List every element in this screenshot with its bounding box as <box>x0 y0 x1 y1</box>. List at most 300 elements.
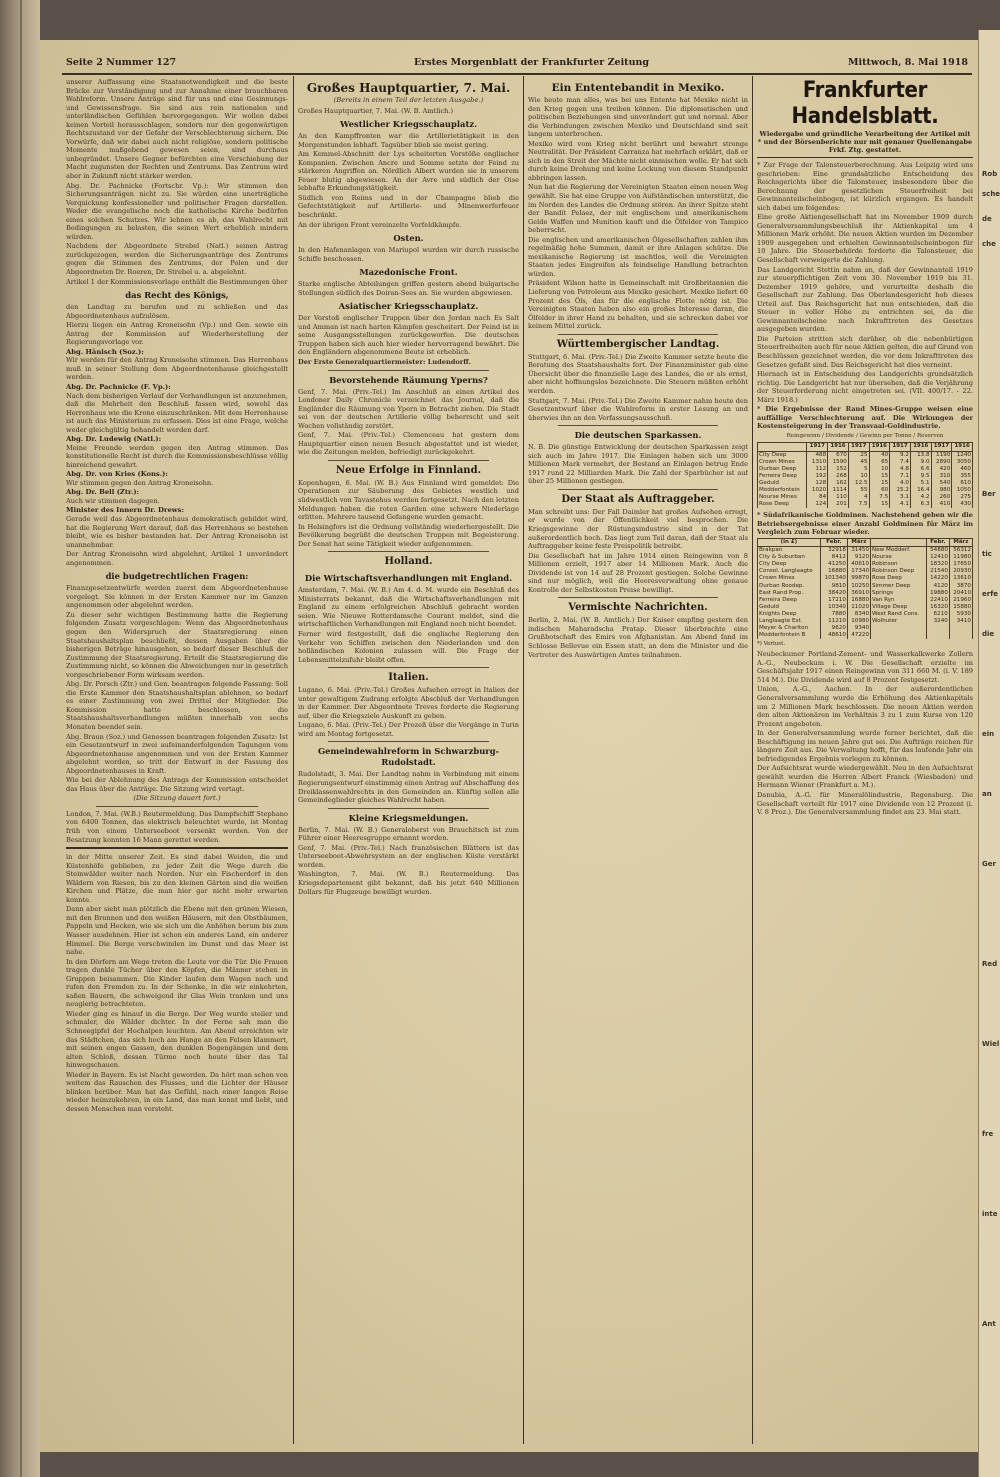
table-cell: 4.0 <box>890 480 911 487</box>
table-cell: 1240 <box>952 451 973 459</box>
table-cell: Rose Deep <box>871 575 927 582</box>
table-cell: 15 <box>869 480 890 487</box>
table-cell: 16880 <box>847 597 870 604</box>
paragraph: Abg. Dr. Porsch (Ztr.) und Gen. beantragen folgende Fassung: Soll die Erste Kammer den Staatshaushaltsplan ablehnen, so bedarf es einer Zustimmung von zwei Drittel der Mitglieder. Die Kommission hatte beschlossen, die Staatshaushaltsverhandlungen müßten innerhalb von sechs Monaten beendet sein. <box>66 680 288 731</box>
goldmines-table <box>757 538 973 639</box>
strip-text: Red <box>982 960 998 968</box>
table-cell: Ferreira Deep <box>758 473 807 480</box>
table-cell: 45 <box>848 459 869 466</box>
paragraph: Präsident Wilson hatte in Gemeinschaft mit Großbritannien die Lieferung von Petroleum aus Mexiko gesichert. Mexiko liefert 60 Prozent des Öls, das für die englische Flotte nötig ist. Die Vereinigten Staaten haben also ein großes Interesse daran, die Ölfelder in ihrer Hand zu behalten, und sie schrecken dabei vor keinem Mittel zurück. <box>528 279 748 331</box>
table-cell: 10250 <box>847 583 870 590</box>
table-cell: Van Ryn <box>871 597 927 604</box>
table-row <box>758 451 973 459</box>
table-cell: Durban Deep <box>758 466 807 473</box>
table-row <box>758 473 973 480</box>
paragraph: Washington, 7. Mai. (W. B.) Reutermeldung. Das Kriegsdepartement gibt bekannt, daß bis jetzt 640 Millionen Dollars für Flugzeuge bewilligt wurden. <box>298 870 519 896</box>
paragraph: Neubeckumer Portland-Zement- und Wasserkalkwerke Zollern A.-G., Neubeckum i. W. Die Gesellschaft erzielte im Geschäftsjahr 1917 einen Reingewinn von 311 660 M. (i. V. 189 514 M.). Die Dividende wird auf 8 Prozent festgesetzt. <box>757 650 973 684</box>
table-header-cell: 1917 <box>890 443 911 451</box>
paragraph: Südlich von Reims und in der Champagne blieb die Gefechtstätigkeit auf Artillerie- und Minenwerferfeuer beschränkt. <box>298 193 519 219</box>
signature: Der Erste Generalquartiermeister: Ludendorff. <box>298 357 471 366</box>
table-cell: 16320 <box>926 604 949 611</box>
issue-date: Mittwoch, 8. Mai 1918 <box>848 57 968 68</box>
table-row <box>758 561 973 568</box>
table-cell: 41250 <box>820 561 847 568</box>
table-cell: 21540 <box>926 568 949 575</box>
paragraph: Gerade weil das Abgeordnetenhaus demokratisch gebildet wird, hat die Regierung Wert darauf, daß das Herrenhaus so bestehen bleibt, wie es bisher bestanden hat. Der Antrag Kroneisohn ist unannehmbar. <box>66 514 288 549</box>
table-header-cell: Febr. <box>820 538 847 546</box>
table-cell: Robinson Deep <box>871 568 927 575</box>
paragraph: Zu dieser sehr wichtigen Bestimmung hatte die Regierung folgenden Zusatz vorgeschlagen: Wenn das Abgeordnetenhaus gegen den Widerspruch der Staatsregierung einen Staatshaushaltsplan beschließt, dessen Ausgaben über die bisherigen Beträge hinausgehen, so bedarf dieser Beschluß der Zustimmung der Staatsregierung. Erteilt die Staatsregierung die Zustimmung nicht, so können die Abweichungen nur in gesetzlich vorgeschriebener Form wirksam werden. <box>66 610 288 679</box>
paragraph: In der Generalversammlung wurde ferner berichtet, daß die Beschäftigung im neuen Jahre gut sei. Die Aufträge reichen für längere Zeit aus. Die Verwaltung hofft, für das laufende Jahr ein befriedigendes Ergebnis vorlegen zu können. <box>757 729 973 763</box>
table-cell: 31450 <box>847 547 870 555</box>
paragraph: Lugano, 6. Mai. (Priv.-Tel.) Großes Aufsehen erregt in Italien der unter gewaltigem Zudrang erfolgte Abschluß der Verhandlungen in der Kammer. Der Abgeordnete Treves forderte die Regierung auf, über die Kriegsziele Auskunft zu geben. <box>298 686 519 720</box>
table-cell: 15.2 <box>890 487 911 494</box>
table-cell: 1114 <box>828 487 849 494</box>
table-cell: 7880 <box>820 611 847 618</box>
table-cell: 1020 <box>807 487 828 494</box>
paragraph: Nach dem bisherigen Verlauf der Verhandlungen ist anzunehmen, daß die Mehrheit den Beschluß fassen wird, sowohl das Herrenhaus wie die Krone einzuschränken. Mit dem Herrenhause ist auch das Ministerium zu erfassen. Dies ist eine Frage, welche weder gleichgültig behandelt werden darf. <box>66 391 288 434</box>
paragraph: Meine Freunde werden gegen den Antrag stimmen. Das konstitutionelle Recht ist durch die Kommissionsbeschlüsse völlig hinreichend gewahrt. <box>66 443 288 469</box>
paragraph: Artikel 1 der Kommissionsvorlage enthält die Bestimmungen über <box>66 277 288 286</box>
paragraph: In Helsingfors ist die Ordnung vollständig wiederhergestellt. Die Bevölkerung begrüßt die deutschen Truppen mit Begeisterung. Der Senat hat seine Tätigkeit wieder aufgenommen. <box>298 522 519 548</box>
report-subtitle: (Bereits in einem Teil der letzten Ausgabe.) <box>333 96 484 104</box>
table-cell: 4 <box>848 494 869 501</box>
table-cell: 3870 <box>949 583 972 590</box>
table-cell: 11980 <box>949 554 972 561</box>
table-header-cell: 1916 <box>828 443 849 451</box>
table-cell: 15 <box>869 473 890 480</box>
table-row <box>758 590 973 597</box>
table-cell: 84 <box>807 494 828 501</box>
paragraph: unserer Auffassung eine Staatsnotwendigkeit und die beste Brücke zur Verständigung und zur Annahme einer brauchbaren Wahlreform. Unsere Anträge sind für uns und eine Gesinnungs- und Gewissensfrage. Sie sind aus rein nationalen und unterländischen Gefühlen hervorgegangen. Wir wollen dabei keinen Vorteil herausschlagen, sondern nur den gegenwärtigen Rechtszustand vor der Gefahr der Verschlechterung sichern. Die Vorwürfe, daß wir dabei auch nicht religiöse, sondern politische Momente maßgebend gewesen seien, sind durchaus unbegründet. Unsere Gegner befürchten eine Verschiebung der Macht zugunsten der Rechten und Zentrums. Das Zentrum wird aber in Zukunft nicht stärker werden. <box>66 78 288 181</box>
separator <box>558 597 718 598</box>
strip-text: de <box>982 215 992 223</box>
sitting-note: (Die Sitzung dauert fort.) <box>133 794 221 803</box>
separator <box>328 460 489 461</box>
paragraph: N. B. Die günstige Entwicklung der deutschen Sparkassen zeigt sich auch im Jahre 1917. Die Einlagen haben sich um 3000 Millionen Mark vermehrt, der Bestand an Einlagen betrug Ende 1917 rund 22 Milliarden Mark. Die Zahl der Sparbücher ist auf über 25 Millionen gestiegen. <box>528 443 748 486</box>
table-cell: 2890 <box>931 459 952 466</box>
paragraph: Der Antrag Kroneisohn wird abgelehnt, Artikel 1 unverändert angenommen. <box>66 550 288 567</box>
table-cell: Village Deep <box>871 604 927 611</box>
feuilleton-rule <box>66 847 288 849</box>
table-header-cell <box>758 443 807 451</box>
title-rule <box>757 157 973 158</box>
table-cell: Nourse <box>871 554 927 561</box>
table-cell: 11020 <box>847 604 870 611</box>
table-cell: 10 <box>869 466 890 473</box>
table-cell: 20930 <box>949 568 972 575</box>
table-cell: 15 <box>869 501 890 508</box>
table-cell: 5 <box>848 466 869 473</box>
paragraph: Rudolstadt, 3. Mai. Der Landtag nahm in Verbindung mit einem Regierungsentwurf einstimmig einen Antrag auf Abschaffung des Dreiklassenwahlrechts in den Gemeinden an. Künftig sollen alle Gemeindeglieder gleiches Wahlrecht haben. <box>298 770 519 805</box>
table-cell: 410 <box>931 501 952 508</box>
table-row <box>758 501 973 508</box>
masthead-rule <box>62 73 972 75</box>
table-cell: 540 <box>931 480 952 487</box>
table-cell: City & Suburban <box>758 554 821 561</box>
table-row <box>758 604 973 611</box>
table-cell: 13610 <box>949 575 972 582</box>
table-cell: Ferreira Deep <box>758 597 821 604</box>
column-rule <box>293 76 294 1444</box>
feuilleton-paragraph: Wieder in Bayern. Es ist Nacht geworden. Da hört man schon von weitem das Rauschen des Flusses, und die Lichter der Häuser blinken herüber. Man hat das Gefühl, nach einer langen Reise wieder heimzukehren, in ein Land, das man kennt und liebt, und dessen Menschen man versteht. <box>66 1070 288 1113</box>
paper-title: Erstes Morgenblatt der Frankfurter Zeitung <box>414 57 650 68</box>
section-heading: Bevorstehende Räumung Yperns? <box>329 374 488 385</box>
table-cell: 112 <box>807 466 828 473</box>
table-cell: 13.8 <box>910 451 931 459</box>
table-cell: Nourse Mines <box>758 494 807 501</box>
page-number: Seite 2 Nummer 127 <box>66 57 177 68</box>
paragraph: Die englischen und amerikanischen Ölgesellschaften zahlen ihm regelmäßig hohe Summen, damit er ihre Anlagen schütze. Die mexikanische Regierung ist machtlos, weil die Vereinigten Staaten jedes Eingreifen als feindselige Handlung betrachten würden. <box>528 235 748 278</box>
table-row <box>758 480 973 487</box>
speaker-name: Abg. Dr. von Kries (Kons.): <box>66 470 168 479</box>
paragraph: Abg. Braun (Soz.) und Genossen beantragen folgenden Zusatz: Ist ein Gesetzentwurf in zwei aufeinanderfolgenden Tagungen vom Abgeordnetenhause angenommen und von der Ersten Kammer abgelehnt worden, so tritt der Entwurf in der Fassung des Abgeordnetenhauses in Kraft. <box>66 732 288 775</box>
paragraph: * Die Ergebnisse der Rand Mines-Gruppe weisen eine auffällige Verschlechterung auf. Die Wirkungen der Kostensteigerung in der Transvaal-Goldindustrie. <box>757 405 973 431</box>
section-heading: Asiatischer Kriegsschauplatz. <box>338 301 479 312</box>
table-cell: 6.6 <box>910 466 931 473</box>
table-cell: 4.2 <box>910 494 931 501</box>
table-cell: 980 <box>931 487 952 494</box>
separator <box>558 334 718 335</box>
table-cell: Geduld <box>758 480 807 487</box>
table-row <box>758 583 973 590</box>
table-cell: 54880 <box>926 547 949 555</box>
table-cell: 25 <box>848 451 869 459</box>
table-row <box>758 625 973 632</box>
strip-text: Ber <box>982 490 996 498</box>
speaker-name: Abg. Hänisch (Soz.): <box>66 347 144 356</box>
table-cell: 5.1 <box>910 480 931 487</box>
table-header-cell: 1917 <box>848 443 869 451</box>
table-cell: 1190 <box>931 451 952 459</box>
table-cell: 124 <box>807 501 828 508</box>
table-cell: 20410 <box>949 590 972 597</box>
table-cell: 268 <box>828 473 849 480</box>
paragraph: Die Gesellschaft hat im Jahre 1914 einen Reingewinn von 8 Millionen erzielt, 1917 aber 14 Millionen Mark. Auch die Dividende ist von 14 auf 28 Prozent gestiegen. Solche Gewinne sind nur möglich, weil die Heeresverwaltung ohne genaue Kontrolle der Selbstkosten Preise bewilligt. <box>528 551 748 594</box>
table-cell: 47220 <box>847 632 870 639</box>
paragraph: Finanzgesetzentwürfe werden zuerst dem Abgeordnetenhause vorgelegt. Sie können in der Ersten Kammer nur im Ganzen angenommen oder abgelehnt werden. <box>66 584 288 610</box>
table-cell: 1050 <box>952 487 973 494</box>
table-row <box>758 618 973 625</box>
table-cell: 7.5 <box>869 494 890 501</box>
table-cell: 3050 <box>952 459 973 466</box>
strip-text: Ger <box>982 860 996 868</box>
table-header-cell: (in £) <box>758 538 821 546</box>
strip-text: Wiel <box>982 1040 1000 1048</box>
table-cell: Consol. Langlaagte <box>758 568 821 575</box>
table-cell: 5930 <box>949 611 972 618</box>
table-row <box>758 568 973 575</box>
table-cell: 488 <box>807 451 828 459</box>
table-cell: Meyer & Charlton <box>758 625 821 632</box>
paragraph: Stuttgart, 6. Mai. (Priv.-Tel.) Die Zweite Kammer setzte heute die Beratung des Staatshaushalts fort. Der Finanzminister gab eine Übersicht über die finanzielle Lage des Landes, die er als ernst, aber nicht hoffnungslos bezeichnete. Die Steuern müßten erhöht werden. <box>528 352 748 395</box>
paragraph: An den Kampffronten war die Artillerietätigkeit in den Morgenstunden lebhaft. Tagsüber blieb sie meist gering. <box>298 132 519 149</box>
table-cell: 610 <box>952 480 973 487</box>
table-cell: New Modderf. <box>871 547 927 555</box>
table-cell: 4.1 <box>890 501 911 508</box>
strip-text: fre <box>982 1130 994 1138</box>
paragraph: Nun hat die Regierung der Vereinigten Staaten einen neuen Weg gewählt. Sie hat eine Gruppe von Aufständischen unterstützt, die im Norden des Landes die Ordnung stören. An ihrer Spitze steht der Bandit Pelaez, der mit englischem und amerikanischem Gelde Waffen und Munition kauft und die Ölfelder von Tampico beherrscht. <box>528 183 748 235</box>
table-cell: 22410 <box>926 597 949 604</box>
table-cell: 19880 <box>926 590 949 597</box>
table-row <box>758 494 973 501</box>
paragraph: Nachdem der Abgeordnete Strebel (Natl.) seinen Antrag zurückgezogen, werden die Sicherungsanträge des Zentrums gegen die Stimmen des Zentrums, der Polen und der Abgeordneten Dr. Roeren, Dr. Strebel u. a. abgelehnt. <box>66 242 288 277</box>
table-cell: 16.4 <box>910 487 931 494</box>
table-cell: 56312 <box>949 547 972 555</box>
table-cell: Simmer Deep <box>871 583 927 590</box>
feuilleton-paragraph: Wieder ging es hinauf in die Berge. Der Weg wurde steiler und schmaler, die Wälder dichter. In der Ferne sah man die Schneegipfel der Hochalpen leuchten. Am Abend erreichten wir das Städtchen, das sich hoch am Hange an den Felsen klammert, mit seinen engen Gassen, den dunklen Bogengängen und dem alten Schloß, dessen Türme noch heute über das Tal hinwegschauen. <box>66 1009 288 1070</box>
paragraph: * Südafrikanische Goldminen. Nachstehend geben wir die Betriebsergebnisse einer Anzahl Goldminen für März im Vergleich zum Februar wieder. <box>757 511 973 537</box>
table-cell: 260 <box>931 494 952 501</box>
table-cell: 12410 <box>926 554 949 561</box>
separator <box>328 741 489 742</box>
column-3 <box>528 78 748 1440</box>
separator <box>558 425 718 426</box>
table-cell: Wolhuter <box>871 618 927 625</box>
table-row <box>758 459 973 466</box>
table-row <box>758 632 973 639</box>
strip-text: an <box>982 790 992 798</box>
paragraph: Wie bei der Ablehnung des Antrags der Kommission entscheidet das Haus über die Anträge. Die Sitzung wird vertagt. <box>66 776 288 793</box>
table-cell: 3240 <box>926 618 949 625</box>
table-row <box>758 466 973 473</box>
adjacent-page-strip <box>978 30 1000 1477</box>
table-cell: Springs <box>871 590 927 597</box>
table-cell: Rose Deep <box>758 501 807 508</box>
table-row <box>758 597 973 604</box>
column-1 <box>66 78 288 1440</box>
column-rule <box>752 76 753 1444</box>
paragraph: Stuttgart, 7. Mai. (Priv.-Tel.) Die Zweite Kammer nahm heute den Gesetzentwurf über die Wahlreform in erster Lesung an und überwies ihn an den Verfassungsausschuß. <box>528 396 748 422</box>
table-cell: 275 <box>952 494 973 501</box>
section-heading: Italien. <box>388 672 429 684</box>
table-cell: 7.4 <box>890 459 911 466</box>
table-header-cell: 1916 <box>952 443 973 451</box>
section-notice: Wiedergabe und gründliche Verarbeitung der Artikel mit * und der Börsenberichte nur mit genauer Quellenangabe Frkf. Ztg. gestattet. <box>757 130 973 154</box>
paragraph: Genf, 7. Mai. (Priv.-Tel.) Im Anschluß an einen Artikel des Londoner Daily Chronicle verzeichnet das Journal, daß die Engländer die Räumung von Ypern in Betracht ziehen. Die Stadt sei von der deutschen Artillerie völlig beherrscht und seit Wochen vollständig zerstört. <box>298 387 519 430</box>
column-rule <box>523 76 524 1444</box>
paragraph: Hierzu liegen ein Antrag Kroneisohn (Vp.) und Gen. sowie ein Antrag der Kommission auf Wiederherstellung der Regierungsvorlage vor. <box>66 321 288 347</box>
section-heading: Die Wirtschaftsverhandlungen mit England. <box>304 573 513 584</box>
strip-text: ein <box>982 730 995 738</box>
strip-text: tic <box>982 550 992 558</box>
table-cell: 10340 <box>820 604 847 611</box>
paragraph: Mexiko wird vom Krieg nicht berührt und bewahrt strenge Neutralität. Der Präsident Carranza hat mehrfach erklärt, daß er sich in den Streit der Mächte nicht einmischen wolle. Er hat sich durch keine Drohung und keine Lockung von diesem Standpunkt abbringen lassen. <box>528 139 748 182</box>
table-cell: 310 <box>931 473 952 480</box>
section-heading: Westlicher Kriegsschauplatz. <box>339 119 478 130</box>
table-row <box>758 547 973 555</box>
paragraph: Genf, 7. Mai. (Priv.-Tel.) Clemenceau hat gestern dem Hauptquartier einen neuen Besuch abgestattet und ist wieder, wie die Zeitungen melden, befriedigt zurückgekehrt. <box>298 431 519 457</box>
section-heading: Ein Ententebandit in Mexiko. <box>551 82 725 94</box>
section-heading: Mazedonische Front. <box>359 267 458 278</box>
table-cell: 38420 <box>820 590 847 597</box>
table-header-cell: 1916 <box>869 443 890 451</box>
table-cell: 65 <box>869 459 890 466</box>
table-cell: Geduld <box>758 604 821 611</box>
table-cell: 4120 <box>926 583 949 590</box>
table-cell: Modderfontein B <box>758 632 821 639</box>
speaker-name: Abg. Dr. Ludewig (Natl.): <box>66 435 162 444</box>
separator <box>558 489 718 490</box>
strip-text: inte <box>982 1210 998 1218</box>
section-heading: Gemeindewahlreform in Schwarzburg-Rudolstadt. <box>317 746 500 768</box>
table-header-cell <box>871 538 927 546</box>
table-cell: 152 <box>828 466 849 473</box>
table-cell: Langlaagte Est. <box>758 618 821 625</box>
paragraph: Berlin, 2. Mai. (W. B. Amtlich.) Der Kaiser empfing gestern den indischen Maharadscha Pratap. Dieser überbrachte eine Grußbotschaft des Emirs von Afghanistan. Am Abend fand im Schlosse Bellevue ein Essen statt, an dem die Minister und die Vertreter des Auswärtigen Amtes teilnahmen. <box>528 616 748 659</box>
table-cell: 14220 <box>926 575 949 582</box>
report-heading: Großes Hauptquartier, 7. Mai. <box>306 81 511 95</box>
table-cell: 36910 <box>847 590 870 597</box>
paragraph: Die Parteien stritten sich darüber, ob die nebenbürtigen Steuerfreiheiten auch für neue Aktien gelten, die auf Grund von Beschlüssen gezeichnet werden, die vor dem Inkrafttreten des Gesetzes gefaßt sind. Das Reichsgericht hat dies verneint. <box>757 334 973 369</box>
table-cell: 1310 <box>807 459 828 466</box>
table-header-cell: Febr. <box>926 538 949 546</box>
table-cell: 670 <box>828 451 849 459</box>
paragraph: Das Landgericht Stettin nahm an, daß der Gewinnanteil 1919 zur steuerpflichtigen Zeit vom 30. November 1919 bis 31. Dezember 1919 gehöre, und verurteilte deshalb die Gesellschaft zur Zahlung. Das Oberlandesgericht hob dieses Urteil auf. Das Reichsgericht hat nun entschieden, daß die Steuer in voller Höhe zu entrichten sei, da die Gewinnanteilscheine nach Inkrafttreten des Gesetzes ausgegeben wurden. <box>757 265 973 334</box>
table-cell: 17650 <box>949 561 972 568</box>
table-cell: 55 <box>848 487 869 494</box>
feuilleton-paragraph: Dann aber sieht man plötzlich die Ebene mit den grünen Wiesen, mit den Brunnen und den weißen Häusern, mit den Obstbäumen, Pappeln und Hecken, wie sie sich um die Anhöhen herum bis zum Wasser ausdehnen. Hier ist schon ein anderes Land, ein anderer Himmel. Die Berge verschwinden im Dunst und das Meer ist nahe. <box>66 905 288 957</box>
table-cell: 6.3 <box>910 501 931 508</box>
table-cell: 17340 <box>847 568 870 575</box>
paragraph: Wir werden für den Antrag Kroneisohn stimmen. Das Herrenhaus muß in seiner Stellung dem Abgeordnetenhause gleichgestellt werden. <box>66 356 288 382</box>
table-cell: Crown Mines <box>758 575 821 582</box>
paragraph: Man schreibt uns: Der Fall Daimler hat großes Aufsehen erregt, er wurde von der Öffentlichkeit viel besprochen. Die Kriegsgewinne der Rüstungsindustrie sind in der Tat außerordentlich hoch. Das liegt zum Teil daran, daß der Staat als Auftraggeber keine feste Preispolitik betreibt. <box>528 507 748 551</box>
table-cell: 9120 <box>847 554 870 561</box>
table-cell: 21960 <box>949 597 972 604</box>
table-cell: 4.8 <box>890 466 911 473</box>
table-cell: 10 <box>848 473 869 480</box>
table-cell: 101340 <box>820 575 847 582</box>
table-cell: 15880 <box>949 604 972 611</box>
table-cell: 17210 <box>820 597 847 604</box>
paragraph: Kopenhagen, 6. Mai. (W. B.) Aus Finnland wird gemeldet: Die Operationen zur Säuberung des Gebietes westlich und südwestlich von Tavastehus werden fortgesetzt. Nach den letzten Meldungen haben die roten Garden eine schwere Niederlage erlitten. Mehrere tausend Gefangene wurden gemacht. <box>298 478 519 522</box>
table-cell: 162 <box>828 480 849 487</box>
table-cell: 3.1 <box>890 494 911 501</box>
table-cell: 1590 <box>828 459 849 466</box>
table-cell: Robinson <box>871 561 927 568</box>
masthead <box>66 55 968 71</box>
strip-text: die <box>982 630 995 638</box>
separator <box>328 551 489 552</box>
paragraph: Hiernach ist in Entscheidung des Landgerichts grundsätzlich richtig. Die Landgericht hat nur übersehen, daß die Verjährung der Steuerforderung nicht eingetreten sei. (VII. 400/17. - 22. März 1918.) <box>757 370 973 404</box>
paragraph: Union, A.-G., Aachen. In der außerordentlichen Generalversammlung wurde die Erhöhung des Aktienkapitals um 2 Millionen Mark beschlossen. Die neuen Aktien werden den alten Aktionären im Verhältnis 3 zu 1 zum Kurse von 120 Prozent angeboten. <box>757 685 973 728</box>
table-cell: 9620 <box>820 625 847 632</box>
paragraph: Ferner wird festgestellt, daß die englische Regierung den Verkehr von Schiffen zwischen den Niederlanden und den holländischen Kolonien zulassen will. Die Frage der Lebensmittelzufuhr bleibt offen. <box>298 630 519 664</box>
paragraph: Danubia, A.-G. für Mineralölindustrie, Regensburg. Die Gesellschaft verteilt für 1917 eine Dividende von 12 Prozent (i. V. 8 Proz.). Die Generalversammlung findet am 23. Mai statt. <box>757 791 973 817</box>
table-cell: 128 <box>807 480 828 487</box>
paragraph: Lugano, 6. Mai. (Priv.-Tel.) Der Prozeß über die Vorgänge in Turin wird am Montag fortgesetzt. <box>298 721 519 738</box>
table-cell: 9340 <box>847 625 870 632</box>
paragraph: Berlin, 7. Mai. (W. B.) Generaloberst von Brauchitsch ist zum Führer einer Heeresgruppe ernannt worden. <box>298 825 519 843</box>
table-row <box>758 575 973 582</box>
strip-text: erfe <box>982 590 998 598</box>
table-cell <box>926 632 949 639</box>
table-cell: City Deep <box>758 561 821 568</box>
table-cell: 9.2 <box>890 451 911 459</box>
table-cell: 12.5 <box>848 480 869 487</box>
section-heading: Neue Erfolge in Finnland. <box>335 464 482 476</box>
paragraph: Am Kemmel-Abschnitt der Lys scheiterten Vorstöße englischer Kompanien. Zwischen Ancre und Somme setzte der Feind zu stärkeren Angriffen an. Nördlich Albert wurden sie in unserem Feuer blutig abgewiesen. An der Avre und südlich der Oise lebhafte Erkundungstätigkeit. <box>298 150 519 193</box>
paragraph: * Zur Frage der Talonsteuerberechnung. Aus Leipzig wird uns geschrieben: Eine grundsätzliche Entscheidung des Reichsgerichts über die Talonsteuer, insbesondere über die Berechnung der gesetzlichen Steuerfreiheit bei Gewinnanteilscheinbogen, ist kürzlich ergangen. Es handelt sich dabei um folgendes: <box>757 161 973 212</box>
table-cell: 9810 <box>820 583 847 590</box>
section-heading: Kleine Kriegsmeldungen. <box>348 812 469 823</box>
paragraph: In den Hafenanlagen von Mariupol wurden wir durch russische Schiffe beschossen. <box>298 246 519 263</box>
section-heading: die budgetrechtlichen Fragen: <box>105 571 249 582</box>
paragraph: Der Aufsichtsrat wurde wiedergewählt. Neu in den Aufsichtsrat gewählt wurden die Herren Albert Franck (Wiesbaden) und Hermann Wiener (Frankfurt a. M.). <box>757 764 973 790</box>
column-4 <box>757 78 973 1440</box>
section-heading: Der Staat als Auftraggeber. <box>561 493 715 505</box>
table-footnote: *) Verlust. <box>757 641 786 648</box>
table-cell: 32918 <box>820 547 847 555</box>
table-header-cell: 1917 <box>931 443 952 451</box>
table-cell: 7.1 <box>890 473 911 480</box>
paragraph: Starke englische Abteilungen griffen gestern abend bulgarische Stellungen südlich des Doiran-Sees an. Sie wurden abgewiesen. <box>298 280 519 297</box>
paragraph: An der übrigen Front vereinzelte Vorfeldkämpfe. <box>298 220 462 229</box>
paragraph: Genf, 7. Mai. (Priv.-Tel.) Nach französischen Blättern ist das Unterseeboot-Abwehrsystem an der englischen Küste verstärkt worden. <box>298 843 519 869</box>
paragraph: London, 7. Mai. (W.B.) Reutermeldung. Das Dampfschiff Stephano von 6400 Tonnen, das elektrisch beleuchtet wurde, ist Montag früh von einem Unterseeboot versenkt worden. Von der Besatzung konnten 16 Mann gerettet werden. <box>66 809 288 844</box>
table-cell: Knights Deep <box>758 611 821 618</box>
separator <box>328 808 489 809</box>
mining-results-table <box>757 442 973 508</box>
speaker-name: Abg. Dr. Bell (Ztr.): <box>66 488 140 497</box>
table-cell: 48610 <box>820 632 847 639</box>
table-cell: 16880 <box>820 568 847 575</box>
paragraph: Auch wir stimmen dagegen. <box>66 496 160 505</box>
table-cell: 355 <box>952 473 973 480</box>
table-cell: Crown Mines <box>758 459 807 466</box>
table-cell <box>949 632 972 639</box>
table-header-cell: März <box>949 538 972 546</box>
table-cell: 9.5 <box>910 473 931 480</box>
section-heading: Osten. <box>393 233 424 244</box>
paragraph: den Landtag zu berufen und zu schließen und das Abgeordnetenhaus aufzulösen. <box>66 303 288 320</box>
strip-text: sche <box>982 190 1000 198</box>
book-binding <box>0 0 40 1477</box>
table-cell: 201 <box>828 501 849 508</box>
table-cell: 8340 <box>847 611 870 618</box>
separator <box>328 667 489 668</box>
table-caption: Reingewinn / Dividende / Gewinn per Tonne / Reserven <box>786 432 944 439</box>
table-header-cell: März <box>847 538 870 546</box>
section-heading: Württembergischer Landtag. <box>556 338 720 350</box>
table-cell: 40 <box>869 451 890 459</box>
table-cell: City Deep <box>758 451 807 459</box>
binding-edge <box>20 0 22 1477</box>
table-cell: 192 <box>807 473 828 480</box>
table-cell: West Rand Cons. <box>871 611 927 618</box>
table-cell: 110 <box>828 494 849 501</box>
table-cell: 7.5 <box>848 501 869 508</box>
section-heading: das Recht des Königs, <box>125 290 229 301</box>
table-row <box>758 554 973 561</box>
separator <box>328 370 489 371</box>
speaker-name: Abg. Dr. Pachnicke (F. Vp.): <box>66 383 171 391</box>
table-cell: 99870 <box>847 575 870 582</box>
strip-text: Ant <box>982 1320 996 1328</box>
paragraph: Abg. Dr. Pachnicke (Fortschr. Vp.): Wir stimmen den Sicherungsanträgen nicht zu. Sie würden eine unerträgliche Verquickung konfessioneller und politischer Fragen darstellen. Weder die evangelische noch die katholische Kirche bedürfen eines solchen Schutzes. Wir lehnen es ab, das Wahlrecht mit Bedingungen zu belasten, die seinen Wert erheblich mindern würden. <box>66 181 288 241</box>
column-2 <box>298 78 519 1440</box>
section-heading: Die deutschen Sparkassen. <box>574 430 702 441</box>
table-cell: 11210 <box>820 618 847 625</box>
table-cell: 430 <box>952 501 973 508</box>
table-cell <box>871 632 927 639</box>
table-cell: Durban Roodep. <box>758 583 821 590</box>
table-cell: 18320 <box>926 561 949 568</box>
table-cell: Modderfontein <box>758 487 807 494</box>
table-cell: Brakpan <box>758 547 821 555</box>
table-cell: 10980 <box>847 618 870 625</box>
